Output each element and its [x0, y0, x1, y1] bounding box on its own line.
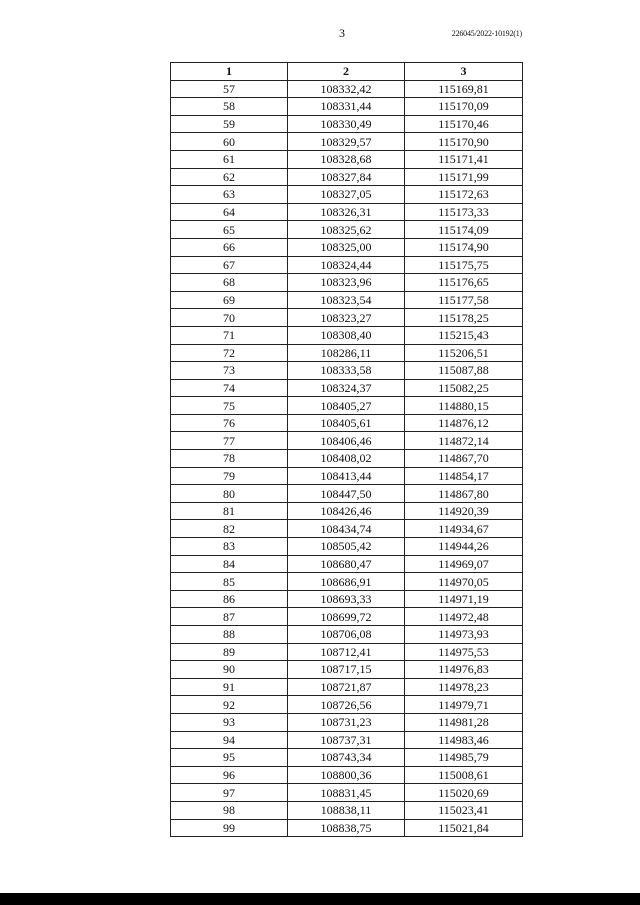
x-coordinate-cell: 108693,33	[288, 590, 405, 608]
y-coordinate-cell: 115087,88	[405, 362, 523, 380]
y-coordinate-cell: 114969,07	[405, 555, 523, 573]
x-coordinate-cell: 108800,36	[288, 766, 405, 784]
y-coordinate-cell: 115020,69	[405, 784, 523, 802]
x-coordinate-cell: 108680,47	[288, 555, 405, 573]
point-number-cell: 70	[171, 309, 288, 327]
table-row	[171, 326, 523, 344]
table-row	[171, 784, 523, 802]
y-coordinate-cell: 114972,48	[405, 608, 523, 626]
header-col-1: 1	[171, 63, 288, 81]
x-coordinate-cell: 108426,46	[288, 502, 405, 520]
table-row	[171, 538, 523, 556]
table-row	[171, 801, 523, 819]
point-number-cell: 94	[171, 731, 288, 749]
x-coordinate-cell: 108413,44	[288, 467, 405, 485]
table-row	[171, 766, 523, 784]
point-number-cell: 63	[171, 186, 288, 204]
table-row	[171, 485, 523, 503]
y-coordinate-cell: 115175,75	[405, 256, 523, 274]
point-number-cell: 93	[171, 713, 288, 731]
table-row	[171, 362, 523, 380]
y-coordinate-cell: 115206,51	[405, 344, 523, 362]
point-number-cell: 80	[171, 485, 288, 503]
y-coordinate-cell: 114981,28	[405, 713, 523, 731]
point-number-cell: 57	[171, 80, 288, 98]
point-number-cell: 78	[171, 450, 288, 468]
y-coordinate-cell: 114876,12	[405, 414, 523, 432]
x-coordinate-cell: 108686,91	[288, 573, 405, 591]
y-coordinate-cell: 114979,71	[405, 696, 523, 714]
table-row	[171, 309, 523, 327]
x-coordinate-cell: 108331,44	[288, 98, 405, 116]
point-number-cell: 87	[171, 608, 288, 626]
y-coordinate-cell: 115170,46	[405, 115, 523, 133]
point-number-cell: 71	[171, 326, 288, 344]
y-coordinate-cell: 115177,58	[405, 291, 523, 309]
point-number-cell: 72	[171, 344, 288, 362]
table-row	[171, 678, 523, 696]
y-coordinate-cell: 115174,90	[405, 238, 523, 256]
y-coordinate-cell: 115215,43	[405, 326, 523, 344]
header-col-2: 2	[288, 63, 405, 81]
x-coordinate-cell: 108324,44	[288, 256, 405, 274]
table-row	[171, 414, 523, 432]
table-row	[171, 573, 523, 591]
x-coordinate-cell: 108838,75	[288, 819, 405, 837]
x-coordinate-cell: 108737,31	[288, 731, 405, 749]
table-body	[171, 80, 523, 837]
point-number-cell: 81	[171, 502, 288, 520]
table-row	[171, 819, 523, 837]
table-row	[171, 467, 523, 485]
y-coordinate-cell: 115170,90	[405, 133, 523, 151]
table-row	[171, 713, 523, 731]
y-coordinate-cell: 115174,09	[405, 221, 523, 239]
x-coordinate-cell: 108332,42	[288, 80, 405, 98]
x-coordinate-cell: 108731,23	[288, 713, 405, 731]
y-coordinate-cell: 114970,05	[405, 573, 523, 591]
point-number-cell: 88	[171, 626, 288, 644]
y-coordinate-cell: 115172,63	[405, 186, 523, 204]
table-row	[171, 221, 523, 239]
y-coordinate-cell: 115170,09	[405, 98, 523, 116]
point-number-cell: 83	[171, 538, 288, 556]
table-row	[171, 203, 523, 221]
table-row	[171, 150, 523, 168]
x-coordinate-cell: 108743,34	[288, 749, 405, 767]
y-coordinate-cell: 114920,39	[405, 502, 523, 520]
y-coordinate-cell: 114872,14	[405, 432, 523, 450]
x-coordinate-cell: 108328,68	[288, 150, 405, 168]
table-row	[171, 696, 523, 714]
x-coordinate-cell: 108706,08	[288, 626, 405, 644]
table-row	[171, 115, 523, 133]
y-coordinate-cell: 114867,70	[405, 450, 523, 468]
y-coordinate-cell: 114985,79	[405, 749, 523, 767]
x-coordinate-cell: 108323,54	[288, 291, 405, 309]
point-number-cell: 73	[171, 362, 288, 380]
y-coordinate-cell: 114976,83	[405, 661, 523, 679]
table-header-row	[171, 63, 523, 81]
table-row	[171, 432, 523, 450]
x-coordinate-cell: 108329,57	[288, 133, 405, 151]
x-coordinate-cell: 108505,42	[288, 538, 405, 556]
point-number-cell: 89	[171, 643, 288, 661]
table-row	[171, 626, 523, 644]
x-coordinate-cell: 108405,61	[288, 414, 405, 432]
point-number-cell: 99	[171, 819, 288, 837]
x-coordinate-cell: 108726,56	[288, 696, 405, 714]
point-number-cell: 69	[171, 291, 288, 309]
x-coordinate-cell: 108717,15	[288, 661, 405, 679]
y-coordinate-cell: 115171,99	[405, 168, 523, 186]
point-number-cell: 96	[171, 766, 288, 784]
table-row	[171, 555, 523, 573]
x-coordinate-cell: 108323,27	[288, 309, 405, 327]
y-coordinate-cell: 115176,65	[405, 274, 523, 292]
point-number-cell: 67	[171, 256, 288, 274]
table-row	[171, 80, 523, 98]
y-coordinate-cell: 115021,84	[405, 819, 523, 837]
x-coordinate-cell: 108323,96	[288, 274, 405, 292]
x-coordinate-cell: 108333,58	[288, 362, 405, 380]
table-row	[171, 643, 523, 661]
y-coordinate-cell: 114983,46	[405, 731, 523, 749]
point-number-cell: 62	[171, 168, 288, 186]
table-row	[171, 98, 523, 116]
x-coordinate-cell: 108325,62	[288, 221, 405, 239]
point-number-cell: 61	[171, 150, 288, 168]
point-number-cell: 60	[171, 133, 288, 151]
y-coordinate-cell: 114971,19	[405, 590, 523, 608]
y-coordinate-cell: 115023,41	[405, 801, 523, 819]
point-number-cell: 77	[171, 432, 288, 450]
point-number-cell: 79	[171, 467, 288, 485]
point-number-cell: 64	[171, 203, 288, 221]
x-coordinate-cell: 108721,87	[288, 678, 405, 696]
table-row	[171, 291, 523, 309]
y-coordinate-cell: 114978,23	[405, 678, 523, 696]
x-coordinate-cell: 108324,37	[288, 379, 405, 397]
table-row	[171, 238, 523, 256]
table-row	[171, 186, 523, 204]
y-coordinate-cell: 114973,93	[405, 626, 523, 644]
x-coordinate-cell: 108831,45	[288, 784, 405, 802]
y-coordinate-cell: 115169,81	[405, 80, 523, 98]
x-coordinate-cell: 108327,84	[288, 168, 405, 186]
y-coordinate-cell: 114854,17	[405, 467, 523, 485]
table-row	[171, 661, 523, 679]
document-id: 226045/2022-10192(1)	[451, 29, 522, 38]
y-coordinate-cell: 114867,80	[405, 485, 523, 503]
table-row	[171, 168, 523, 186]
x-coordinate-cell: 108286,11	[288, 344, 405, 362]
point-number-cell: 59	[171, 115, 288, 133]
point-number-cell: 58	[171, 98, 288, 116]
header-col-3: 3	[405, 63, 523, 81]
x-coordinate-cell: 108406,46	[288, 432, 405, 450]
y-coordinate-cell: 115008,61	[405, 766, 523, 784]
x-coordinate-cell: 108405,27	[288, 397, 405, 415]
y-coordinate-cell: 115082,25	[405, 379, 523, 397]
y-coordinate-cell: 114975,53	[405, 643, 523, 661]
x-coordinate-cell: 108447,50	[288, 485, 405, 503]
table-row	[171, 749, 523, 767]
y-coordinate-cell: 115178,25	[405, 309, 523, 327]
point-number-cell: 65	[171, 221, 288, 239]
x-coordinate-cell: 108325,00	[288, 238, 405, 256]
point-number-cell: 66	[171, 238, 288, 256]
scan-bottom-edge	[0, 893, 640, 905]
coordinates-table	[170, 62, 523, 837]
point-number-cell: 86	[171, 590, 288, 608]
y-coordinate-cell: 114944,26	[405, 538, 523, 556]
table-row	[171, 274, 523, 292]
point-number-cell: 98	[171, 801, 288, 819]
point-number-cell: 92	[171, 696, 288, 714]
point-number-cell: 82	[171, 520, 288, 538]
table-row	[171, 450, 523, 468]
x-coordinate-cell: 108330,49	[288, 115, 405, 133]
page-number: 3	[339, 26, 345, 40]
point-number-cell: 91	[171, 678, 288, 696]
table-row	[171, 520, 523, 538]
point-number-cell: 75	[171, 397, 288, 415]
table-row	[171, 608, 523, 626]
x-coordinate-cell: 108327,05	[288, 186, 405, 204]
table-row	[171, 590, 523, 608]
table-row	[171, 502, 523, 520]
point-number-cell: 68	[171, 274, 288, 292]
point-number-cell: 90	[171, 661, 288, 679]
x-coordinate-cell: 108699,72	[288, 608, 405, 626]
point-number-cell: 97	[171, 784, 288, 802]
table-row	[171, 731, 523, 749]
x-coordinate-cell: 108326,31	[288, 203, 405, 221]
x-coordinate-cell: 108308,40	[288, 326, 405, 344]
point-number-cell: 84	[171, 555, 288, 573]
table-row	[171, 256, 523, 274]
y-coordinate-cell: 115173,33	[405, 203, 523, 221]
x-coordinate-cell: 108712,41	[288, 643, 405, 661]
y-coordinate-cell: 115171,41	[405, 150, 523, 168]
table-row	[171, 397, 523, 415]
y-coordinate-cell: 114934,67	[405, 520, 523, 538]
point-number-cell: 74	[171, 379, 288, 397]
table-row	[171, 344, 523, 362]
x-coordinate-cell: 108838,11	[288, 801, 405, 819]
x-coordinate-cell: 108408,02	[288, 450, 405, 468]
point-number-cell: 76	[171, 414, 288, 432]
point-number-cell: 85	[171, 573, 288, 591]
table-row	[171, 133, 523, 151]
x-coordinate-cell: 108434,74	[288, 520, 405, 538]
y-coordinate-cell: 114880,15	[405, 397, 523, 415]
point-number-cell: 95	[171, 749, 288, 767]
table-row	[171, 379, 523, 397]
